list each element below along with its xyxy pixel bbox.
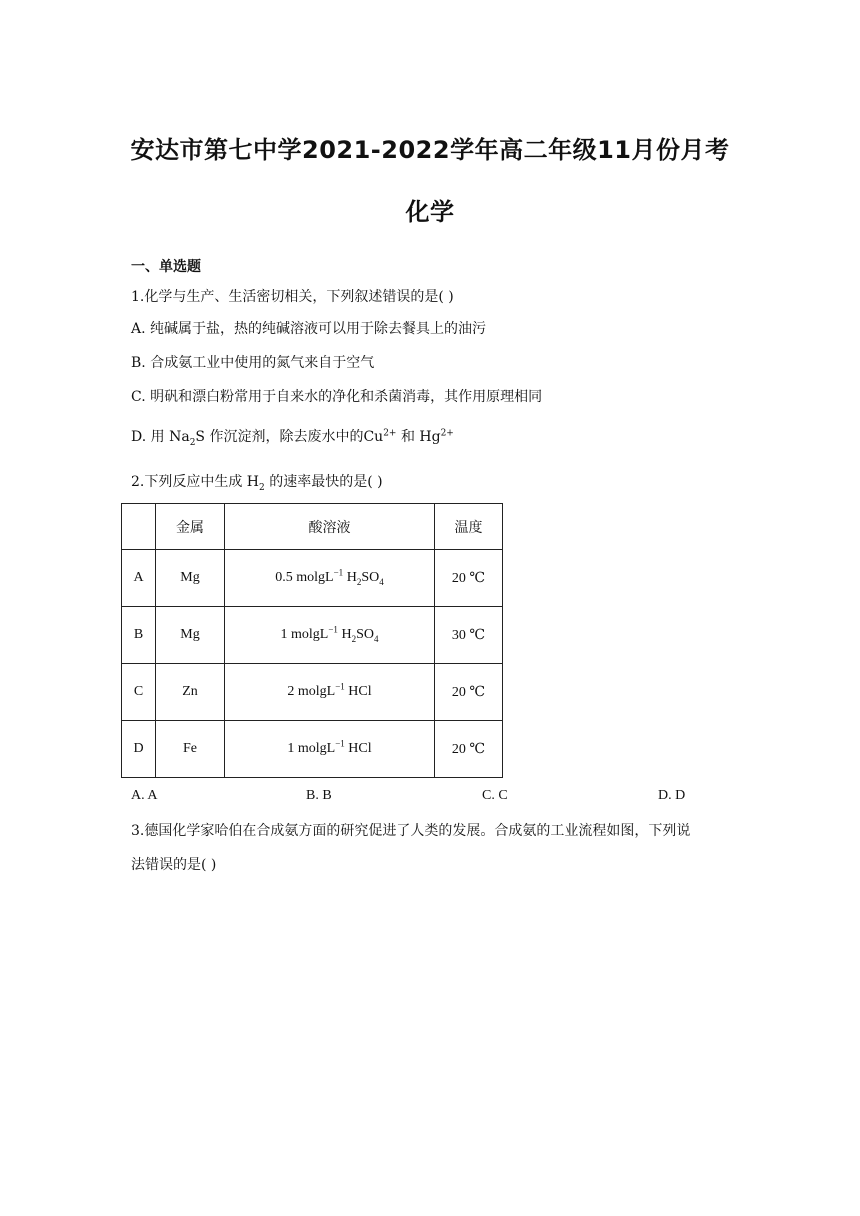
header-cell [122, 504, 156, 550]
q1-stem: 1.化学与生产、生活密切相关，下列叙述错误的是( ) [131, 289, 454, 305]
exam-subject: 化学 [405, 198, 455, 226]
header-cell-metal: 金属 [156, 504, 225, 550]
q3-stem-line2: 法错误的是( ) [131, 857, 217, 873]
row-temp: 20 ℃ [435, 664, 503, 721]
q1-option-a: A. 纯碱属于盐，热的纯碱溶液可以用于除去餐具上的油污 [131, 321, 487, 337]
q1-option-c: C. 明矾和漂白粉常用于自来水的净化和杀菌消毒，其作用原理相同 [131, 389, 543, 405]
table-row [122, 550, 503, 607]
q3-stem-line1: 3.德国化学家哈伯在合成氨方面的研究促进了人类的发展。合成氨的工业流程如图，下列说 [131, 823, 691, 839]
row-temp: 20 ℃ [435, 721, 503, 778]
table-row [122, 607, 503, 664]
q2-option-c: C. C [482, 788, 508, 803]
ion-cu: $Cu^{2+}$ [363, 428, 397, 445]
row-label: C [122, 664, 156, 721]
row-acid: 1 molgL$^{-1}$ $H_2SO_4$ [225, 607, 435, 664]
q1-option-b: B. 合成氨工业中使用的氮气来自于空气 [131, 355, 375, 371]
q1-option-d: D. 用 $Na_2S$ 作沉淀剂，除去废水中的$Cu^{2+}$ 和 $Hg^{2+}$ [131, 428, 454, 448]
row-temp: 30 ℃ [435, 607, 503, 664]
row-label: A [122, 550, 156, 607]
header-cell-acid: 酸溶液 [225, 504, 435, 550]
row-metal: Mg [156, 607, 225, 664]
table-header-row [122, 504, 503, 550]
section-heading: 一、单选题 [131, 259, 201, 275]
q2-option-b: B. B [306, 788, 332, 803]
q2-option-d: D. D [658, 788, 686, 803]
row-acid: 0.5 molgL$^{-1}$ $H_2SO_4$ [225, 550, 435, 607]
row-label: B [122, 607, 156, 664]
table-row [122, 721, 503, 778]
q2-table [121, 503, 503, 778]
row-acid: 1 molgL$^{-1}$ HCl [225, 721, 435, 778]
row-metal: Mg [156, 550, 225, 607]
table-row [122, 664, 503, 721]
exam-title: 安达市第七中学2021-2022学年高二年级11月份月考 [130, 136, 730, 164]
header-cell-temp: 温度 [435, 504, 503, 550]
row-acid: 2 molgL$^{-1}$ HCl [225, 664, 435, 721]
row-temp: 20 ℃ [435, 550, 503, 607]
row-metal: Zn [156, 664, 225, 721]
ion-hg: $Hg^{2+}$ [419, 428, 454, 445]
row-label: D [122, 721, 156, 778]
q2-option-a: A. A [131, 788, 158, 803]
q2-stem: 2.下列反应中生成 $H_2$ 的速率最快的是( ) [131, 474, 383, 493]
row-metal: Fe [156, 721, 225, 778]
